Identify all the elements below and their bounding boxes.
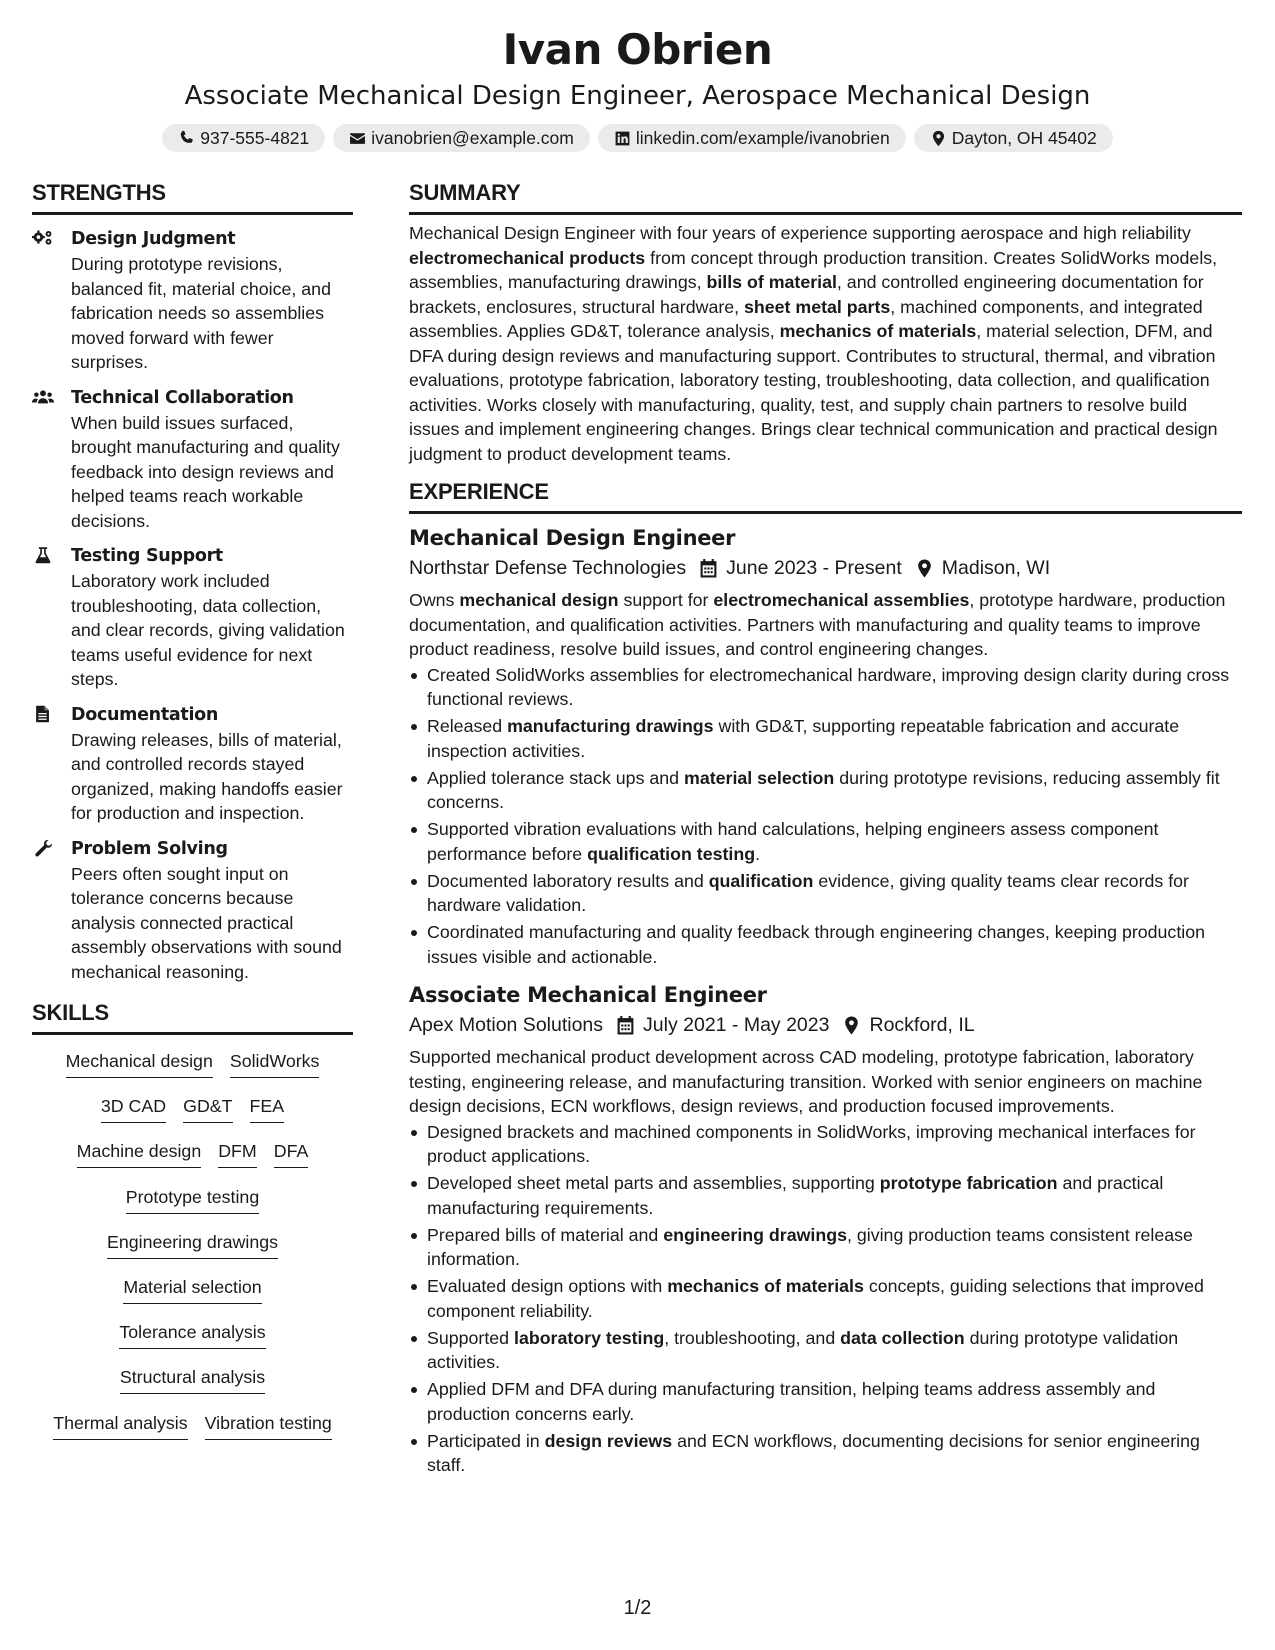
bold-phrase: manufacturing drawings (507, 716, 714, 736)
calendar-icon (700, 559, 717, 578)
skills-heading: SKILLS (32, 998, 353, 1035)
bold-phrase: electromechanical products (409, 247, 646, 268)
skill-tag: Prototype testing (126, 1185, 259, 1214)
bold-phrase: prototype fabrication (879, 1173, 1058, 1193)
job-bullets (409, 663, 1242, 970)
summary-heading: SUMMARY (409, 178, 1242, 215)
job-company: Apex Motion Solutions (409, 1014, 604, 1036)
resume-header (0, 22, 1275, 152)
phone-icon (178, 130, 195, 147)
job-meta (409, 1010, 1242, 1040)
wrench-icon (32, 839, 54, 857)
document-icon (32, 705, 54, 723)
skill-tag: Mechanical design (66, 1049, 213, 1078)
map-pin-icon (843, 1016, 860, 1035)
right-column (409, 178, 1242, 1480)
strength-title: Testing Support (71, 546, 223, 566)
skill-tag: DFM (218, 1139, 257, 1168)
bold-phrase: sheet metal parts (744, 296, 891, 317)
skill-tag: Structural analysis (120, 1365, 265, 1394)
strength-item (32, 226, 353, 375)
strength-desc: Peers often sought input on tolerance concerns because analysis connected practical assembly observations with sound mechanical reasoning. (71, 863, 342, 982)
job-title: Mechanical Design Engineer (409, 526, 736, 550)
bold-phrase: material selection (684, 767, 835, 788)
skill-tag: GD&T (183, 1094, 232, 1123)
phone-text: 937-555-4821 (200, 127, 310, 148)
skills-list (32, 1049, 353, 1456)
strengths-heading: STRENGTHS (32, 178, 353, 215)
skill-tag: 3D CAD (101, 1094, 166, 1123)
experience-heading: EXPERIENCE (409, 477, 1242, 514)
bold-phrase: qualification testing (587, 843, 756, 864)
strength-desc: During prototype revisions, balanced fit, material choice, and fabrication needs so assemblies moved forward with fewer surprises. (71, 254, 331, 372)
job-description: Supported mechanical product development across CAD modeling, prototype fabrication, laboratory testing, engineering release, and manufacturing transition. Worked with senior engineers on machine design decisions, ECN workflows, design reviews, and production focused improvements. (409, 1047, 1203, 1116)
location-text: Dayton, OH 45402 (951, 127, 1097, 148)
phone-pill[interactable] (162, 124, 325, 152)
bullet-item: Evaluated design options with mechanics of materials concepts, guiding selections that improved component reliability. (409, 1274, 1242, 1323)
job-company: Northstar Defense Technologies (409, 557, 687, 579)
strength-item (32, 836, 353, 985)
skill-tag: Engineering drawings (107, 1230, 278, 1259)
bullet-item: Coordinated manufacturing and quality feedback through engineering changes, keeping production issues visible and actionable. (409, 920, 1242, 969)
linkedin-icon (614, 130, 631, 147)
strength-title: Documentation (71, 704, 219, 725)
job-entry (409, 523, 1242, 969)
bold-phrase: mechanics of materials (667, 1276, 864, 1296)
strengths-list (32, 226, 353, 984)
job-meta (409, 553, 1242, 583)
linkedin-text: linkedin.com/example/ivanobrien (635, 127, 890, 148)
flask-icon (32, 546, 54, 564)
job-entry (409, 980, 1242, 1478)
left-column (32, 178, 353, 1456)
skill-tag: SolidWorks (230, 1049, 320, 1078)
linkedin-pill[interactable] (598, 124, 906, 152)
bold-phrase: design reviews (544, 1430, 673, 1451)
skill-tag: Thermal analysis (53, 1411, 187, 1440)
envelope-icon (349, 130, 366, 147)
job-dates: June 2023 - Present (726, 557, 902, 579)
skill-tag: FEA (250, 1094, 285, 1123)
job-title: Associate Mechanical Engineer (409, 983, 767, 1007)
strength-item (32, 385, 353, 534)
bold-phrase: qualification (708, 870, 814, 891)
email-text: ivanobrien@example.com (371, 127, 574, 148)
job-bullets (409, 1120, 1242, 1478)
email-pill[interactable] (333, 124, 590, 152)
bullet-item: Supported vibration evaluations with hand calculations, helping engineers assess component performance before qualification testing. (409, 817, 1242, 866)
bold-phrase: mechanical design (459, 590, 619, 610)
gears-icon (32, 229, 54, 247)
bullet-item: Designed brackets and machined components in SolidWorks, improving mechanical interfaces for product applications. (409, 1120, 1242, 1169)
summary-text: Mechanical Design Engineer with four years of experience supporting aerospace and high reliability electromechanical products from concept through production transition. Creates SolidWorks models, assemblies, manufacturing drawings, bills of material, and controlled engineering documentation for brackets, enclosures, structural hardware, sheet metal parts, machined components, and integrated assemblies. Applies GD&T, tolerance analysis, mechanics of materials, material selection, DFM, and DFA during design reviews and manufacturing support. Contributes to structural, thermal, and vibration evaluations, prototype fabrication, laboratory testing, troubleshooting, data collection, and qualification activities. Works closely with manufacturing, quality, test, and supply chain partners to resolve build issues and implement engineering changes. Brings clear technical communication and practical design judgment to product development teams. (409, 223, 1218, 464)
bold-phrase: laboratory testing (514, 1327, 665, 1348)
bold-phrase: data collection (840, 1327, 965, 1348)
location-pill (914, 124, 1113, 152)
bullet-item: Applied DFM and DFA during manufacturing transition, helping teams address assembly and production concerns early. (409, 1377, 1242, 1426)
calendar-icon (617, 1016, 634, 1035)
bullet-item: Supported laboratory testing, troubleshooting, and data collection during prototype validation activities. (409, 1326, 1242, 1375)
strength-desc: When build issues surfaced, brought manufacturing and quality feedback into design reviews and helped teams reach workable decisions. (71, 412, 340, 531)
skill-tag: DFA (274, 1139, 309, 1168)
bullet-item: Applied tolerance stack ups and material selection during prototype revisions, reducing assembly fit concerns. (409, 766, 1242, 815)
page-number: 1/2 (623, 1597, 652, 1619)
skill-tag: Vibration testing (205, 1411, 332, 1440)
map-pin-icon (916, 559, 933, 578)
skill-tag: Material selection (123, 1275, 261, 1304)
job-description: Owns mechanical design support for electromechanical assemblies, prototype hardware, production documentation, and qualification activities. Partners with manufacturing and quality teams to improve product readiness, resolve build issues, and control engineering changes. (409, 590, 1226, 659)
job-location: Rockford, IL (869, 1014, 975, 1036)
skill-tag: Machine design (77, 1139, 202, 1168)
strength-item (32, 543, 353, 692)
strength-title: Technical Collaboration (71, 387, 294, 408)
strength-title: Design Judgment (71, 229, 236, 249)
bullet-item: Participated in design reviews and ECN workflows, documenting decisions for senior engineering staff. (409, 1429, 1242, 1478)
bold-phrase: electromechanical assemblies (713, 590, 970, 610)
strength-desc: Laboratory work included troubleshooting, data collection, and clear records, giving validation teams useful evidence for next steps. (71, 571, 345, 689)
candidate-name: Ivan Obrien (502, 25, 773, 74)
candidate-title: Associate Mechanical Design Engineer, Aerospace Mechanical Design (184, 81, 1091, 111)
bullet-item: Documented laboratory results and qualification evidence, giving quality teams clear records for hardware validation. (409, 869, 1242, 918)
strength-item (32, 702, 353, 826)
bullet-item: Prepared bills of material and engineering drawings, giving production teams consistent release information. (409, 1223, 1242, 1272)
contact-bar (0, 124, 1275, 152)
strength-desc: Drawing releases, bills of material, and controlled records stayed organized, making handoffs easier for production and inspection. (71, 729, 343, 823)
bold-phrase: mechanics of materials (779, 321, 977, 341)
bullet-item: Developed sheet metal parts and assemblies, supporting prototype fabrication and practical manufacturing requirements. (409, 1171, 1242, 1220)
map-pin-icon (930, 130, 947, 147)
users-icon (32, 388, 54, 406)
bold-phrase: engineering drawings (663, 1224, 847, 1245)
bullet-item: Released manufacturing drawings with GD&T, supporting repeatable fabrication and accurate inspection activities. (409, 714, 1242, 763)
skill-tag: Tolerance analysis (119, 1320, 265, 1349)
bullet-item: Created SolidWorks assemblies for electromechanical hardware, improving design clarity during cross functional reviews. (409, 663, 1242, 712)
job-dates: July 2021 - May 2023 (643, 1014, 830, 1036)
bold-phrase: bills of material (706, 272, 837, 292)
strength-title: Problem Solving (71, 838, 228, 859)
job-location: Madison, WI (941, 557, 1051, 579)
